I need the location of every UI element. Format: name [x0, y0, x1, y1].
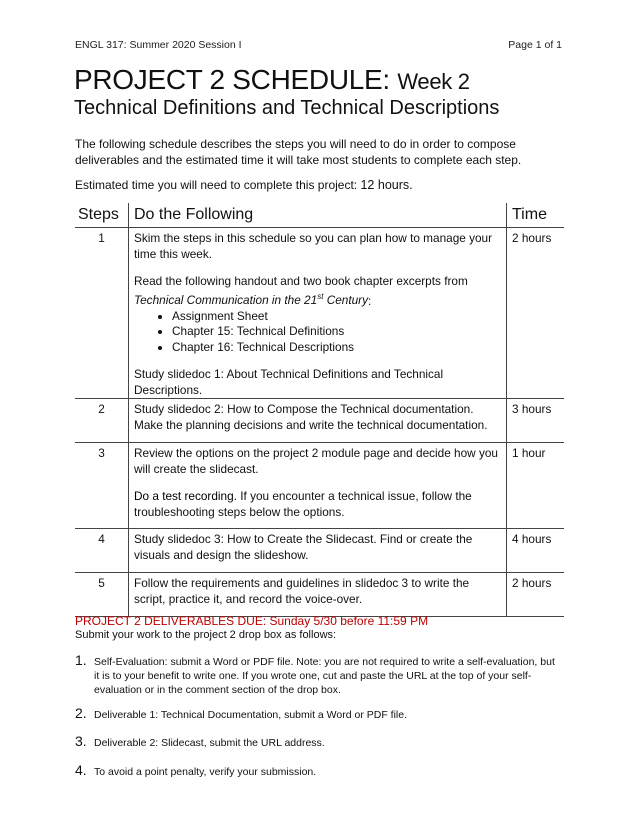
list-item — [75, 762, 317, 779]
list-item: • Chapter 15: Technical Definitions — [172, 324, 501, 340]
step-number: 5 — [75, 573, 129, 617]
list-item — [75, 705, 408, 722]
book-title-text-end: Century — [323, 293, 369, 308]
estimated-time-value: 12 hours. — [360, 178, 413, 192]
step-instructions — [129, 399, 507, 443]
header-time: Time — [507, 203, 565, 228]
intro-paragraph: The following schedule describes the steps you will need to do in order to compose deliverables and the estimated time it will take most students to complete each step. — [75, 137, 522, 167]
step-paragraph: Study slidedoc 3: How to Create the Slidecast. Find or create the visuals and design the slideshow. — [134, 532, 473, 562]
list-number: 4. — [75, 762, 87, 778]
step-lead: Do a test recording. — [134, 489, 237, 504]
running-header-course: ENGL 317: Summer 2020 Session I — [75, 39, 242, 51]
reading-list — [134, 309, 501, 356]
list-item — [75, 652, 555, 697]
book-title-superscript: st — [317, 292, 324, 302]
step-instructions — [129, 443, 507, 529]
table-row — [75, 228, 564, 399]
step-time: 2 hours — [507, 573, 565, 617]
step-instructions — [129, 228, 507, 399]
step-text: If you encounter a technical issue, follow the troubleshooting steps below the options. — [134, 489, 472, 519]
list-item: • Assignment Sheet — [172, 309, 501, 325]
book-title-text: Technical Communication in the 21 — [134, 293, 318, 308]
list-item: • Chapter 16: Technical Descriptions — [172, 340, 501, 356]
list-item-text: Deliverable 1: Technical Documentation, submit a Word or PDF file. — [94, 709, 408, 721]
step-paragraph: Review the options on the project 2 module page and decide how you will create the slidecast. — [134, 446, 498, 476]
submit-instructions: Submit your work to the project 2 drop box as follows: — [75, 629, 337, 641]
schedule-header-row — [75, 203, 564, 228]
page-subtitle: Technical Definitions and Technical Descriptions — [74, 97, 500, 119]
step-time: 3 hours — [507, 399, 565, 443]
title-week: Week 2 — [397, 69, 470, 94]
step-paragraph: Follow the requirements and guidelines in slidedoc 3 to write the script, practice it, and record the voice-over. — [134, 576, 470, 606]
table-row — [75, 399, 564, 443]
estimated-time-line — [75, 178, 413, 192]
step-instructions — [129, 529, 507, 573]
colon: : — [368, 293, 372, 308]
list-item-text: Deliverable 2: Slidecast, submit the URL address. — [94, 737, 325, 749]
step-time: 4 hours — [507, 529, 565, 573]
running-header-page-number: Page 1 of 1 — [508, 39, 562, 51]
table-row — [75, 443, 564, 529]
header-do-the-following: Do the Following — [129, 203, 507, 228]
table-row — [75, 529, 564, 573]
header-steps: Steps — [75, 203, 129, 228]
list-item-text: To avoid a point penalty, verify your submission. — [94, 766, 317, 778]
step-paragraph — [134, 274, 501, 309]
list-item-text: Self-Evaluation: submit a Word or PDF file. Note: you are not required to write a self-evaluation, but it is to your benefit to write one. If you wrote one, cut and paste the URL at the top of your self-evaluation or in the comment section of the drop box. — [94, 656, 555, 696]
list-number: 3. — [75, 733, 87, 749]
deliverables-due-heading: PROJECT 2 DELIVERABLES DUE: Sunday 5/30 before 11:59 PM — [75, 614, 429, 628]
step-paragraph: Study slidedoc 2: How to Compose the Technical documentation. Make the planning decisions and write the technical documentation. — [134, 402, 488, 432]
list-number: 1. — [75, 652, 87, 668]
schedule-table — [75, 203, 564, 617]
step-number: 4 — [75, 529, 129, 573]
book-title — [134, 293, 368, 307]
step-number: 3 — [75, 443, 129, 529]
table-row — [75, 573, 564, 617]
step-number: 1 — [75, 228, 129, 399]
title-main: PROJECT 2 SCHEDULE: — [74, 64, 390, 95]
step-text: Read the following handout and two book chapter excerpts from — [134, 274, 468, 288]
step-paragraph — [134, 489, 501, 520]
step-time: 2 hours — [507, 228, 565, 399]
page-title — [74, 64, 470, 96]
step-time: 1 hour — [507, 443, 565, 529]
step-paragraph: Skim the steps in this schedule so you can plan how to manage your time this week. — [134, 231, 493, 261]
step-number: 2 — [75, 399, 129, 443]
step-instructions — [129, 573, 507, 617]
estimated-time-label: Estimated time you will need to complete this project: — [75, 178, 358, 192]
list-item — [75, 733, 325, 750]
step-paragraph: Study slidedoc 1: About Technical Definitions and Technical Descriptions. — [134, 367, 444, 397]
list-number: 2. — [75, 705, 87, 721]
